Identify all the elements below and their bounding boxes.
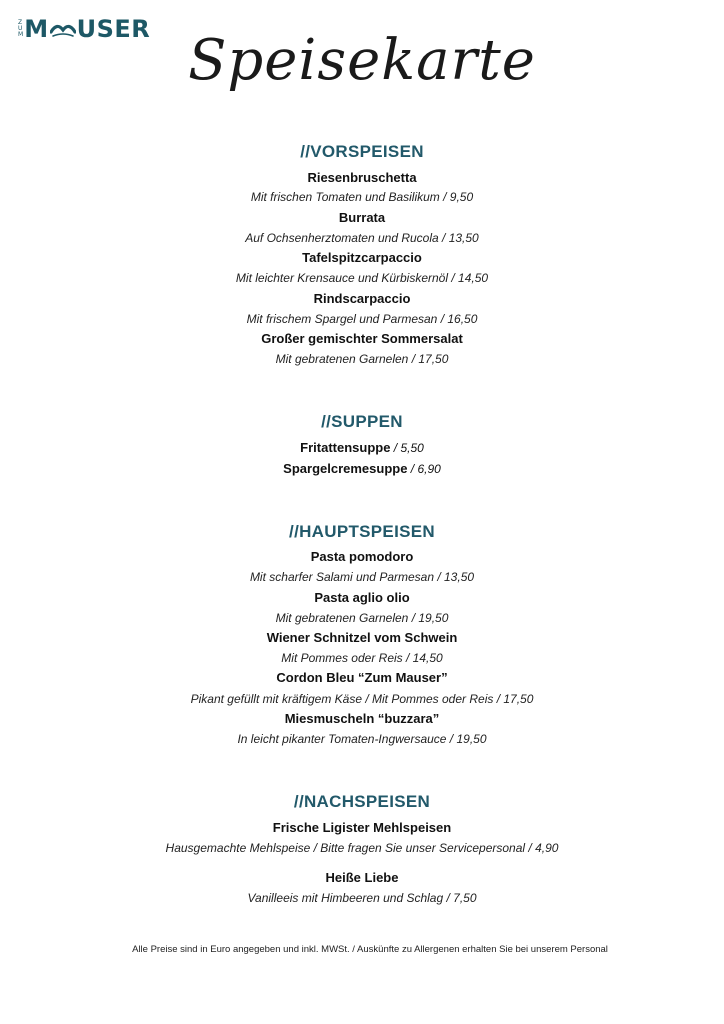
dish-name: Cordon Bleu “Zum Mauser” — [276, 670, 448, 685]
dish-description: Mit frischem Spargel und Parmesan / 16,50 — [246, 312, 478, 326]
section-heading-nachspeisen: //NACHSPEISEN — [293, 792, 431, 811]
dish-name: Heiße Liebe — [325, 870, 399, 885]
dish-name-text: Spargelcremesuppe — [283, 461, 408, 476]
dish-name: Miesmuscheln “buzzara” — [284, 711, 440, 726]
dish-description: Mit gebratenen Garnelen / 17,50 — [275, 352, 449, 366]
dish-name: Großer gemischter Sommersalat — [261, 331, 463, 346]
dish-name: Rindscarpaccio — [313, 291, 411, 306]
section-heading-vorspeisen: //VORSPEISEN — [300, 142, 424, 161]
dish-name: Riesenbruschetta — [307, 170, 417, 185]
dish-name: Frische Ligister Mehlspeisen — [272, 820, 452, 835]
dish-name: Pasta aglio olio — [314, 590, 410, 605]
logo-zum-vertical: Z U M — [18, 19, 24, 38]
section-heading-suppen: //SUPPEN — [321, 412, 403, 431]
dish-description: Hausgemachte Mehlspeise / Bitte fragen Sie unser Servicepersonal / 4,90 — [165, 841, 559, 855]
page-title: Speisekarte — [188, 28, 536, 93]
dish-description: Mit scharfer Salami und Parmesan / 13,50 — [249, 570, 475, 584]
dish-description: Vanilleeis mit Himbeeren und Schlag / 7,50 — [247, 891, 477, 905]
dish-description: Mit frischen Tomaten und Basilikum / 9,50 — [250, 190, 474, 204]
dish-name — [0, 440, 724, 455]
dish-description: Mit gebratenen Garnelen / 19,50 — [275, 611, 449, 625]
dish-name: Wiener Schnitzel vom Schwein — [266, 630, 458, 645]
footer-note: Alle Preise sind in Euro angegeben und inkl. MWSt. / Auskünfte zu Allergenen erhalten Sie bei unserem Personal — [132, 944, 608, 955]
logo-letter-m: M — [24, 15, 49, 43]
dish-description: Mit leichter Krensauce und Kürbiskernöl / 14,50 — [235, 271, 489, 285]
dish-name: Pasta pomodoro — [310, 549, 414, 564]
dish-name — [0, 461, 724, 476]
logo-letters-user: USER — [76, 15, 151, 43]
dish-description: Auf Ochsenherztomaten und Rucola / 13,50 — [245, 231, 479, 245]
dish-price: / 6,90 — [407, 462, 441, 476]
dish-price: / 5,50 — [390, 441, 424, 455]
dish-name-text: Fritattensuppe — [300, 440, 391, 455]
dish-description: In leicht pikanter Tomaten-Ingwersauce / 19,50 — [237, 732, 487, 746]
dish-description: Pikant gefüllt mit kräftigem Käse / Mit Pommes oder Reis / 17,50 — [190, 692, 534, 706]
dish-name: Tafelspitzcarpaccio — [302, 250, 422, 265]
section-heading-hauptspeisen: //HAUPTSPEISEN — [289, 522, 435, 541]
dish-name: Burrata — [338, 210, 386, 225]
dish-description: Mit Pommes oder Reis / 14,50 — [281, 651, 443, 665]
